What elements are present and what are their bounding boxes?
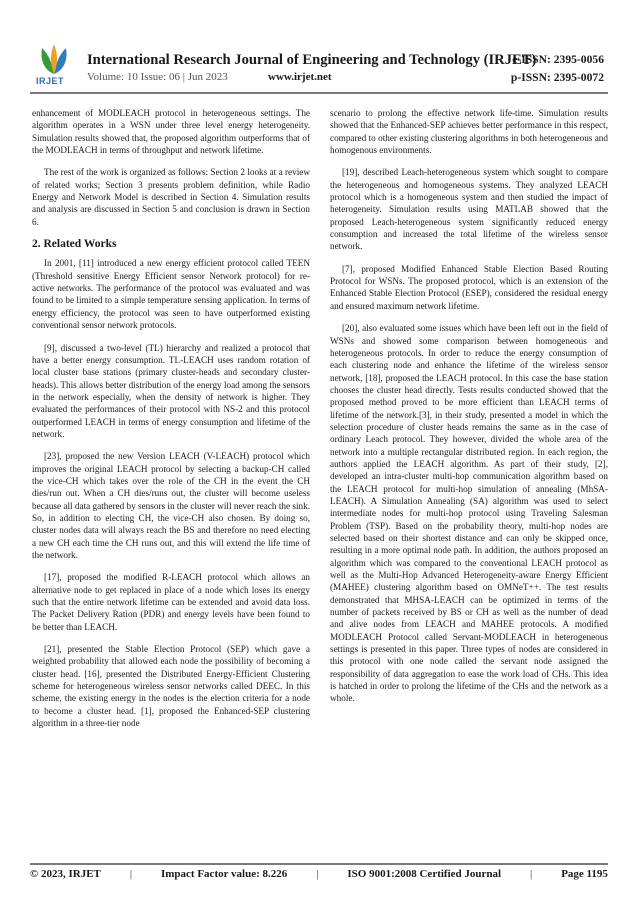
left-column [32,107,310,739]
impact-factor: Impact Factor value: 8.226 [160,868,288,880]
paragraph: [9], discussed a two-level (TL) hierarchy and realized a protocol that have a better energy consumption. TL-LEACH uses random rotation of local cluster base stations (primary cluster-heads and secondary cluster-heads). This allows better distribution of the energy load among the sensors in the network especially, when the density of network is higher. They evaluated the performances of their protocol with NS-2 and this protocol outperformed LEACH in terms of energy consumption and lifetime of the network. [32,342,310,439]
page-footer [30,868,608,888]
journal-title: International Research Journal of Engineering and Technology (IRJET) [87,52,537,68]
page-header [0,0,638,96]
paragraph: [21], presented the Stable Election Protocol (SEP) which gave a weighted probability that allowed each node the possibility of becoming a cluster head. [16], presented the Distributed Energy-Efficient Clustering scheme for heterogeneous wireless sensor networks called DEEC. In this scheme, the existing energy in the nodes is the election criteria for a node to become a cluster head. [1], proposed the Enhanced-SEP clustering algorithm in a three-tier node [32,644,310,729]
paragraph: The rest of the work is organized as follows: Section 2 looks at a review of related works; Section 3 presents problem definition, while Radio Energy and Network Model is described in Section 4. Simulation results and analysis are discussed in Section 5 and conclusion is drawn in Section 6. [32,167,310,227]
paragraph: [19], described Leach-heterogeneous system which sought to compare the heterogeneous and homogeneous systems. They analyzed LEACH protocol which is a homogeneous system and then studied the impact of heterogeneity. Simulation results using MATLAB showed that the proposed Leach-heterogeneous system significantly reduced energy consumption and increased the total lifetime of the wireless sensor network. [330,167,608,252]
e-issn: e-ISSN: 2395-0056 [512,53,604,66]
page-number: Page 1195 [561,868,608,880]
paragraph: [17], proposed the modified R-LEACH protocol which allows an alternative node to get replaced in place of a node which loses its energy such that the entire network lifetime can be extended and avoid data loss. The Packet Delivery Ration (PDR) and energy levels have been found to be better than LEACH. [32,572,310,632]
paragraph: [23], proposed the new Version LEACH (V-LEACH) protocol which improves the original LEACH protocol by selecting a backup-CH called the vice-CH which takes over the role of the CH in the event the CH dies/run out. When a CH dies/runs out, the cluster will become useless because all data gathered by sensors in the cluster will never reach the sink. So, in addition to electing CH, the vice-CH also chosen. By doing so, cluster nodes data will always reach the BS and therefore no need electing a new CH each time the CH runs out, and this will extend the life time of the network. [32,451,310,560]
paragraph: [7], proposed Modified Enhanced Stable Election Based Routing Protocol for WSNs. The proposed protocol, which is an extension of the Enhanced Stable Election Protocol (ESEP), considered the residual energy and ensured maximum network lifetime. [330,263,608,311]
paragraph: enhancement of MODLEACH protocol in heterogeneous settings. The algorithm operates in a WSN under three level energy heterogeneity. Simulation results showed that, the proposed algorithm outperforms that of the MODLEACH in terms of throughput and network lifetime. [32,108,310,156]
right-column [330,107,608,715]
paragraph: In 2001, [11] introduced a new energy efficient protocol called TEEN (Threshold sensitive Energy Efficient sensor Network protocol) for re-active networks. The performance of the protocol was evaluated and was found to be limited to a simple temperature sensing application. In terms of energy efficiency, the protocol was seen to have outperformed existing conventional sensor network protocols. [32,258,310,331]
iso-certification: ISO 9001:2008 Certified Journal [347,868,502,880]
section-heading: 2. Related Works [32,238,117,251]
journal-url[interactable]: www.irjet.net [268,71,332,83]
volume-issue: Volume: 10 Issue: 06 | Jun 2023 [87,71,228,83]
copyright: © 2023, IRJET [30,868,101,880]
footer-separator: | [316,868,319,880]
footer-separator: | [530,868,533,880]
header-divider [30,92,608,94]
footer-divider [30,863,608,865]
p-issn: p-ISSN: 2395-0072 [510,71,604,84]
paragraph: [20], also evaluated some issues which have been left out in the field of WSNs and showed some comparison between homogeneous and heterogeneous protocols. In order to reduce the energy consumption of each clustering node and enhance the lifetime of the wireless sensor network, [18], proposed the LEACH protocol. In this case the base station chooses the cluster head directly. Tests results conducted showed that the proposed method proved to be more efficient than LEACH terms of lifetime of the network.[3], in their study, presented a model in which the selection procedure of cluster heads remains the same as in the case of ordinary Leach protocol. They however, divided the whole area of the network into a multiple rectangular distributed region. In each region, the authors applied the LEACH algorithm. As part of their study, [2], developed an intra-cluster multi-hop communication algorithm based on the LEACH protocol for multi-hop simulation of annealing (MhSA-LEACH). A Simulation Annealing (SA) algorithm was used to select intermediate nodes for multi-hop protocol using Traveling Salesman Problem (TSP). Based on the probability theory, multi-hop nodes are selected based on their shortest distance and can only be skipped once, resulting in a more optimal node path. In addition, the authors proposed an algorithm which was compared to the conventional LEACH protocol as well as the Multi-Hop Advanced Heterogeneity-aware Energy Efficient (MAHEE) clustering algorithm based on OMNeT++. The test results demonstrated that MHSA-LEACH can be optimized in terms of the number of packets received by BS or CH as well as the number of dead and alive nodes from LEACH and MAHEE protocols. A modified MODLEACH Protocol called Servant-MODLEACH in heterogeneous settings is presented in this paper. Three types of nodes are considered in this protocol with one node called the servant node assigned the responsibility of data aggregation to ease the work load of CHs. This idea is hatched in order to prolong the lifetime of the CHs and the network as a whole. [330,323,608,704]
paragraph: scenario to prolong the effective network life-time. Simulation results showed that the Enhanced-SEP achieves better performance in this respect, compared to other existing clustering algorithms in both heterogeneous and homogenous environments. [330,108,608,156]
logo-text: IRJET [36,76,65,86]
footer-separator: | [129,868,133,880]
